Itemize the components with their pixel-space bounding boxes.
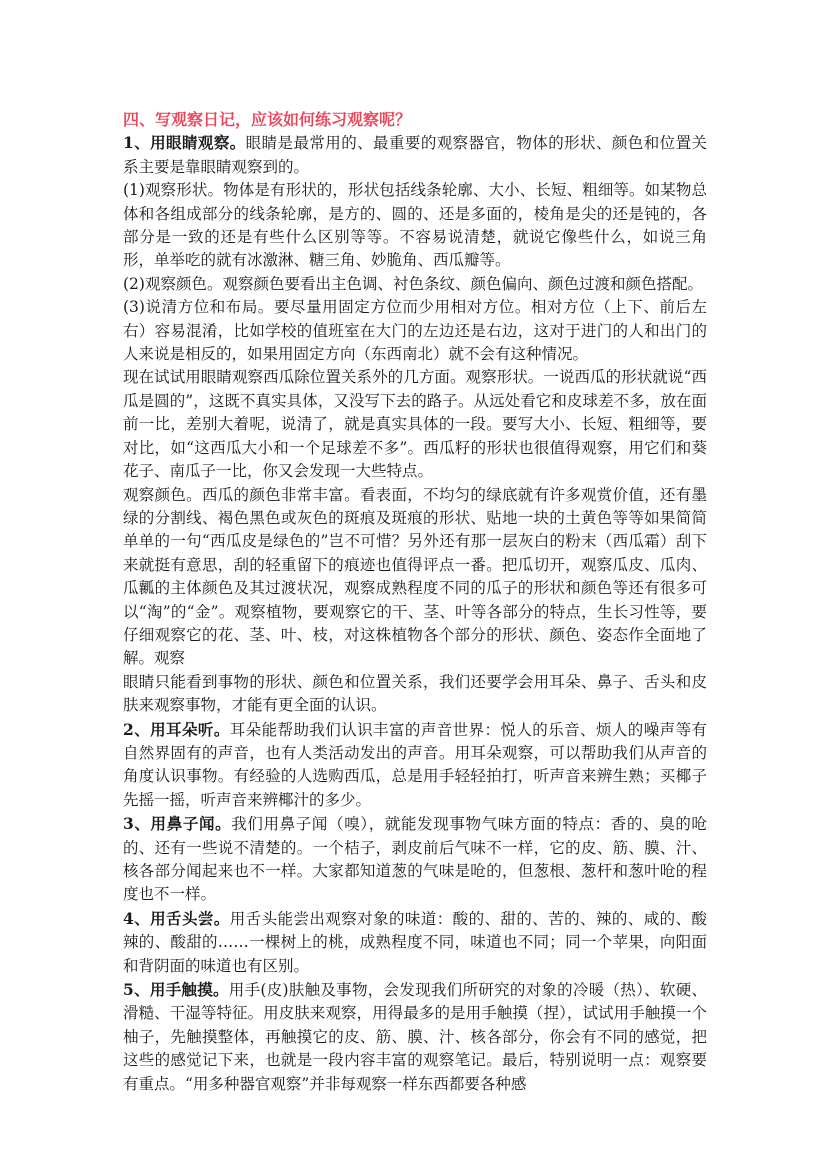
- paragraph-tongue: [123, 907, 707, 978]
- paragraph-text: 现在试试用眼睛观察西瓜除位置关系外的几方面。观察形状。一说西瓜的形状就说“西瓜是圆的”，这既不真实具体，又没写下去的路子。从远处看它和皮球差不多，放在面前一比，差别大着呢，说清了，就是真实具体的一段。要写大小、长短、粗细等，要对比，如“这西瓜大小和一个足球差不多”。西瓜籽的形状也很值得观察，用它们和葵花子、南瓜子一比，你又会发现一大些特点。: [123, 368, 707, 481]
- paragraph-text: 用手(皮)肤触及事物，会发现我们所研究的对象的冷暖（热）、软硬、滑糙、干湿等特征。用皮肤来观察，用得最多的是用手触摸（捏），试试用手触摸一个柚子，先触摸整体，再触摸它的皮、筋、膜、汁、核各部分，你会有不同的感觉，把这些的感觉记下来，也就是一段内容丰富的观察笔记。最后，特别说明一点：观察要有重点。“用多种器官观察”并非每观察一样东西都要各种感: [123, 981, 707, 1093]
- paragraph-lead: 4、用舌头尝。: [123, 908, 230, 928]
- paragraph-text: 我们用鼻子闻（嗅），就能发现事物气味方面的特点：香的、臭的呛的、还有一些说不清楚的。一个桔子，剥皮前后气味不一样，它的皮、筋、膜、汁、核各部分闻起来也不一样。大家都知道葱的气味是呛的，但葱根、葱杆和葱叶呛的程度也不一样。: [123, 815, 707, 904]
- paragraph-lead: 3、用鼻子闻。: [123, 814, 232, 834]
- paragraph-position: [123, 296, 707, 366]
- paragraph-text: (3)说清方位和布局。要尽量用固定方位而少用相对方位。相对方位（上下、前后左右）容易混淆，比如学校的值班室在大门的左边还是右边，这对于进门的人和出门的人来说是相反的，如果用固定方向（东西南北）就不会有这种情况。: [123, 298, 707, 364]
- paragraph-text: 眼睛是最常用的、最重要的观察器官，物体的形状、颜色和位置关系主要是靠眼睛观察到的。: [123, 134, 707, 176]
- paragraph-text: 眼睛只能看到事物的形状、颜色和位置关系，我们还要学会用耳朵、鼻子、舌头和皮肤来观察事物，才能有更全面的认识。: [123, 672, 707, 715]
- paragraph-lead: 5、用手触摸。: [123, 980, 229, 1000]
- paragraph-eyes: [123, 131, 707, 179]
- paragraph-watermelon-shape: [123, 366, 707, 483]
- paragraph-lead: 2、用耳朵听。: [123, 719, 230, 739]
- paragraph-eyes-summary: [123, 671, 707, 718]
- paragraph-nose: [123, 812, 707, 907]
- paragraph-text: 耳朵能帮助我们认识丰富的声音世界：悦人的乐音、烦人的噪声等有自然界固有的声音，也有人类活动发出的声音。用耳朵观察，可以帮助我们从声音的角度认识事物。有经验的人选购西瓜，总是用手轻轻拍打，听声音来辨生熟；买椰子先摇一摇，听声音来辨椰汁的多少。: [123, 720, 707, 809]
- paragraph-shape: [123, 179, 707, 273]
- paragraph-color: [123, 273, 707, 296]
- paragraph-lead: 1、用眼睛观察。: [123, 133, 246, 153]
- paragraph-text: 用舌头能尝出观察对象的味道：酸的、甜的、苦的、辣的、咸的、酸辣的、酸甜的……一棵树上的桃，成熟程度不同，味道也不同；同一个苹果，向阳面和背阴面的味道也有区别。: [123, 909, 707, 975]
- paragraph-ears: [123, 718, 707, 813]
- document-body: [123, 108, 707, 1096]
- paragraph-touch: [123, 978, 707, 1096]
- paragraph-text: (2)观察颜色。观察颜色要看出主色调、衬色条纹、颜色偏向、颜色过渡和颜色搭配。: [123, 274, 703, 293]
- section-heading: 四、写观察日记，应该如何练习观察呢？: [123, 110, 412, 129]
- paragraph-watermelon-color: [123, 484, 707, 671]
- paragraph-text: (1)观察形状。物体是有形状的，形状包括线条轮廓、大小、长短、粗细等。如某物总体和各组成部分的线条轮廓，是方的、圆的、还是多面的，棱角是尖的还是钝的，各部分是一致的还是有些什么区别等等。不容易说清楚，就说它像些什么，如说三角形，单举吃的就有冰激淋、糖三角、妙脆角、西瓜瓣等。: [123, 181, 707, 270]
- paragraph-text: 观察颜色。西瓜的颜色非常丰富。看表面，不均匀的绿底就有许多观赏价值，还有墨绿的分割线、褐色黑色或灰色的斑痕及斑痕的形状、贴地一块的土黄色等等如果简简单单的一句“西瓜皮是绿色的”岂不可惜？另外还有那一层灰白的粉末（西瓜霜）刮下来就挺有意思，刮的轻重留下的痕迹也值得评点一番。把瓜切开，观察瓜皮、瓜肉、瓜瓤的主体颜色及其过渡状况，观察成熟程度不同的瓜子的形状和颜色等还有很多可以“淘”的“金”。观察植物，要观察它的干、茎、叶等各部分的特点，生长习性等，要仔细观察它的花、茎、叶、枝，对这株植物各个部分的形状、颜色、姿态作全面地了解。观察: [123, 485, 707, 668]
